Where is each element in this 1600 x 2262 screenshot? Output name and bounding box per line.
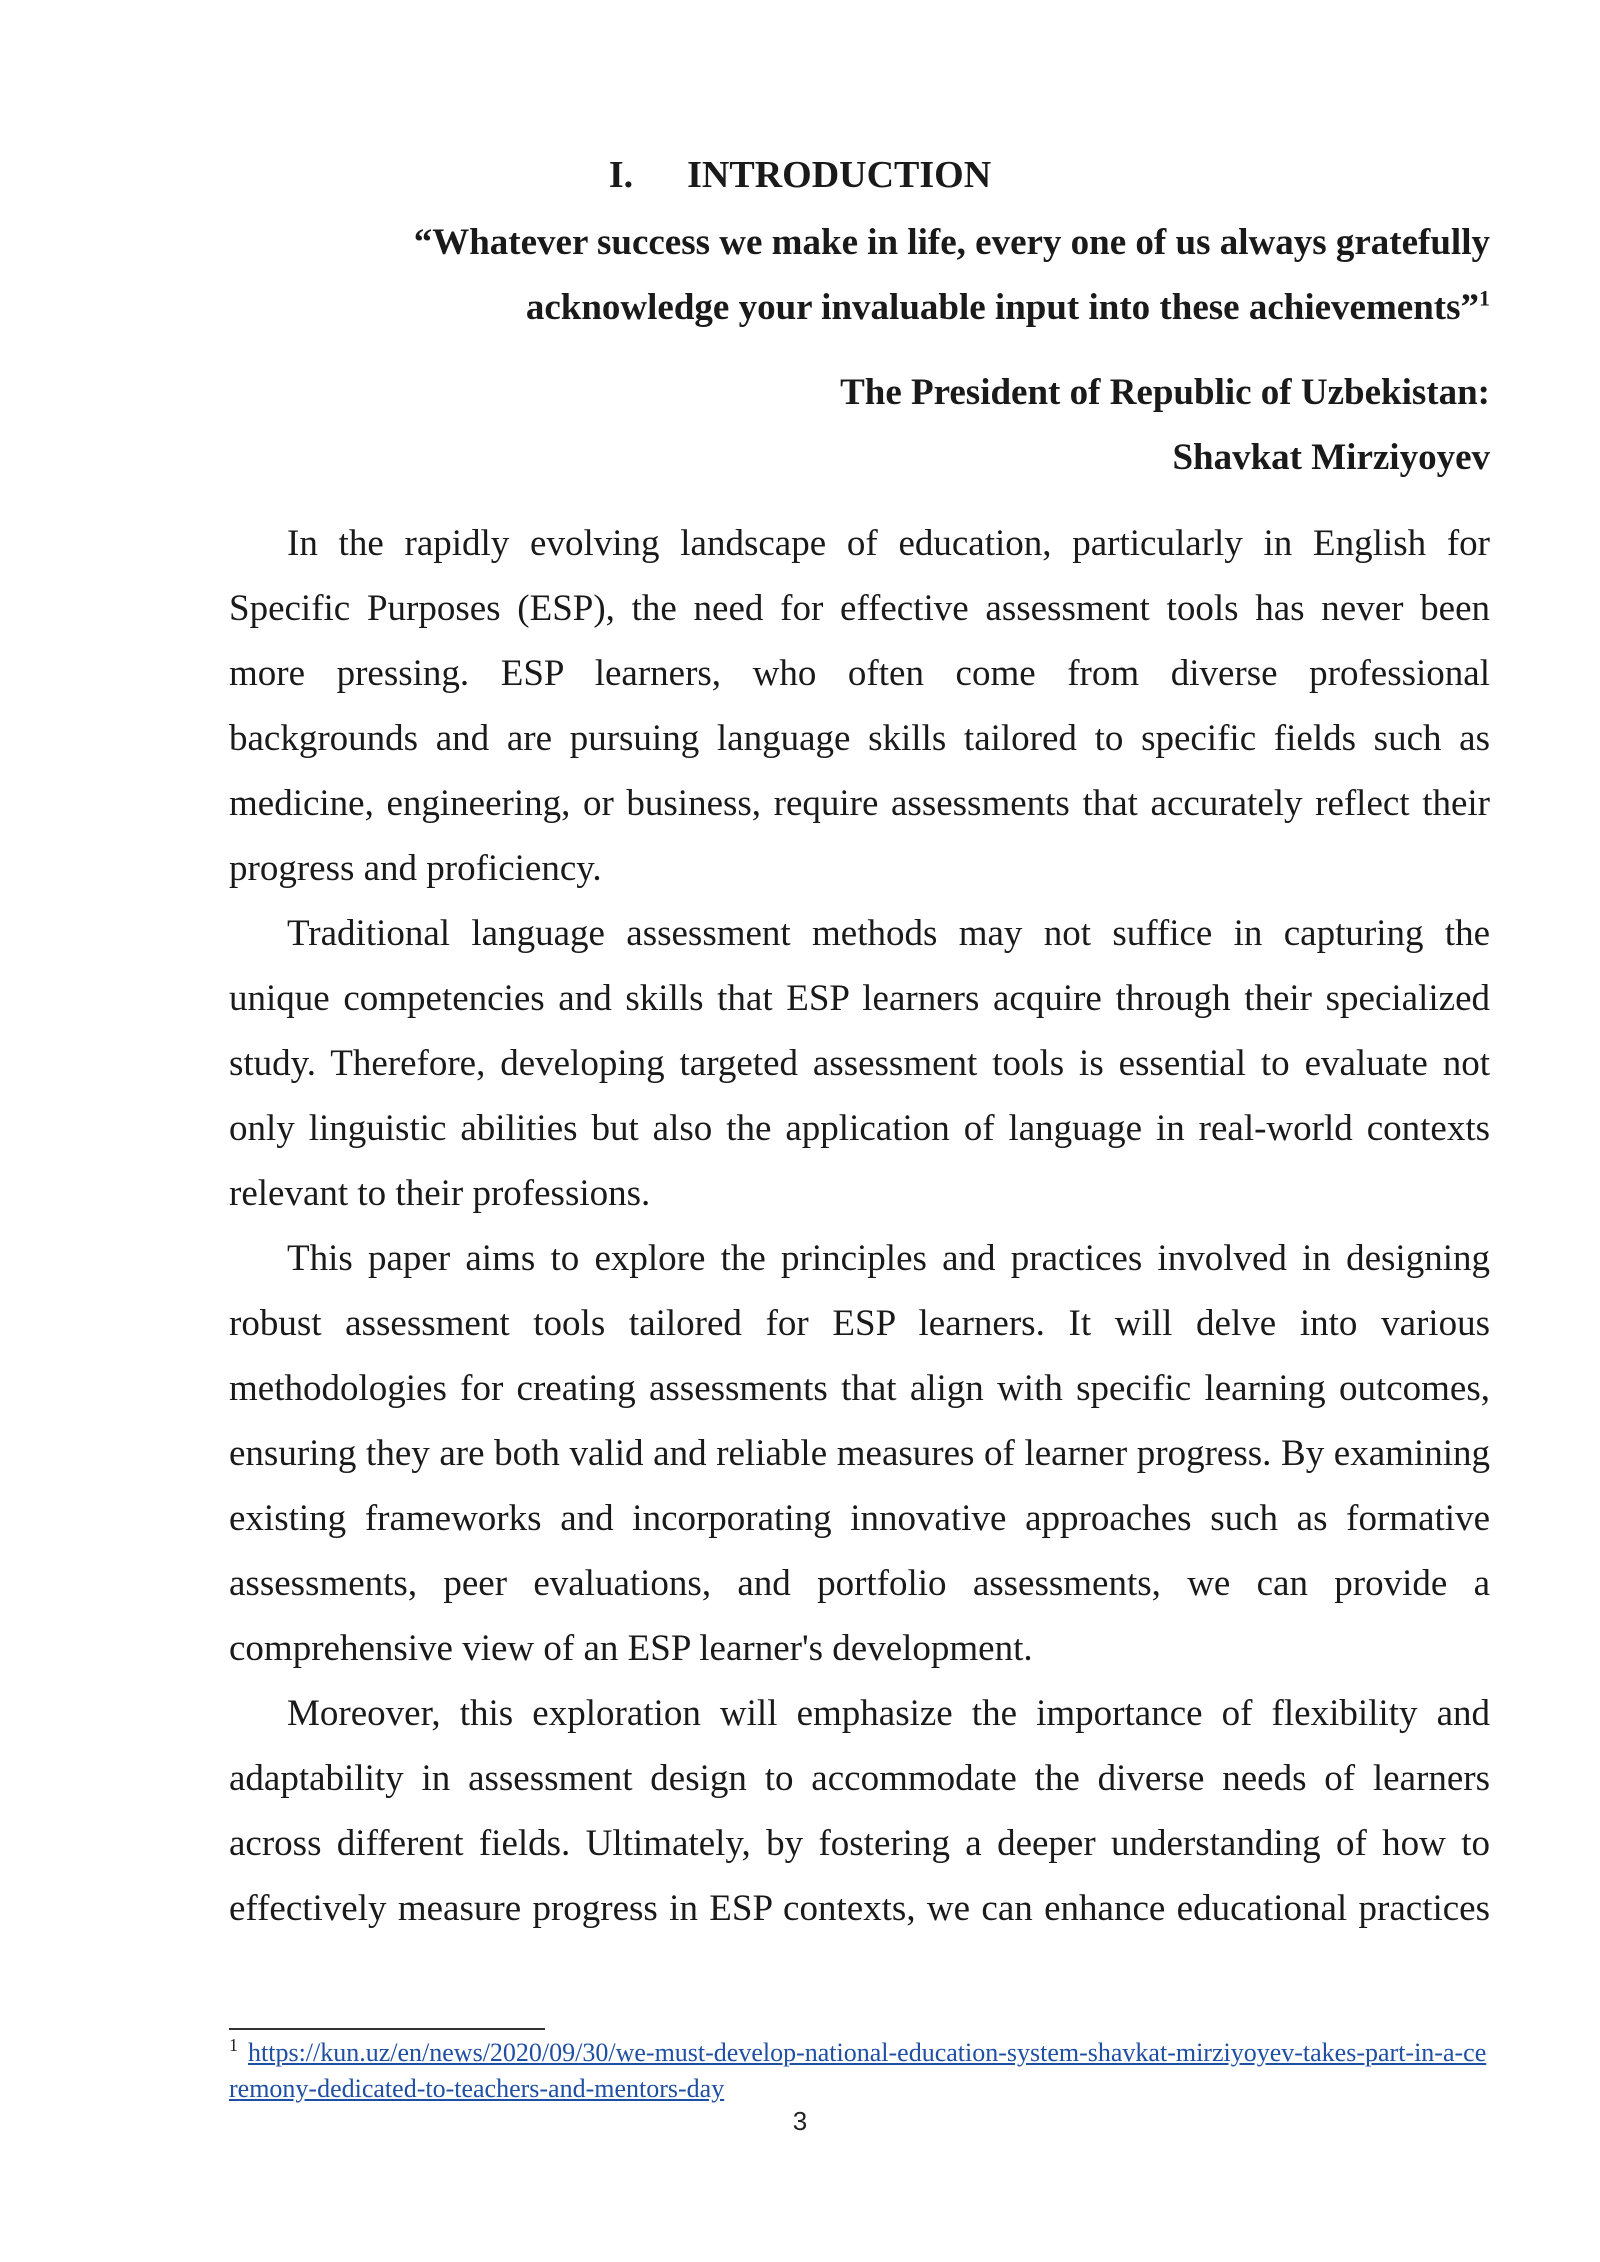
section-title: INTRODUCTION (687, 154, 992, 196)
paragraph-4-line: effectively measure progress in ESP contexts, we can enhance educational practices (229, 1888, 1490, 1929)
paragraph-4-line: across different fields. Ultimately, by fostering a deeper understanding of how to (229, 1823, 1490, 1864)
epigraph-attribution (340, 360, 1490, 490)
paragraph-1-line: progress and proficiency. (229, 848, 602, 889)
paragraph-3-line: robust assessment tools tailored for ESP learners. It will delve into various (229, 1303, 1490, 1344)
paragraph-3-line: This paper aims to explore the principles and practices involved in designing (287, 1238, 1490, 1279)
paragraph-1-line: more pressing. ESP learners, who often come from diverse professional (229, 653, 1490, 694)
paragraph-2-line: study. Therefore, developing targeted assessment tools is essential to evaluate not (229, 1043, 1490, 1084)
paragraph-1-line: backgrounds and are pursuing language skills tailored to specific fields such as (229, 718, 1490, 759)
paragraph-2-line: unique competencies and skills that ESP learners acquire through their specialized (229, 978, 1490, 1019)
footnote-mark: 1 (229, 2035, 238, 2055)
paragraph-4-line: Moreover, this exploration will emphasize the importance of flexibility and (287, 1693, 1490, 1734)
paragraph-2-line: only linguistic abilities but also the application of language in real-world contexts (229, 1108, 1490, 1149)
paragraph-3-line: assessments, peer evaluations, and portfolio assessments, we can provide a (229, 1563, 1490, 1604)
paragraph-1-line: medicine, engineering, or business, require assessments that accurately reflect their (229, 783, 1490, 824)
paragraph-3-line: ensuring they are both valid and reliable measures of learner progress. By examining (229, 1433, 1490, 1474)
paragraph-3-line: existing frameworks and incorporating innovative approaches such as formative (229, 1498, 1490, 1539)
quote-line-1: “Whatever success we make in life, every one of us always gratefully (413, 222, 1490, 263)
epigraph-quote (340, 210, 1490, 340)
paragraph-1-line: Specific Purposes (ESP), the need for effective assessment tools has never been (229, 588, 1490, 629)
quote-line-2-text: acknowledge your invaluable input into these achievements” (525, 287, 1479, 328)
footnote-separator (229, 2028, 545, 2030)
author-name: Shavkat Mirziyoyev (1172, 437, 1490, 478)
section-number: I. (608, 154, 634, 196)
quote-line-2 (340, 275, 1490, 340)
author-title: The President of Republic of Uzbekistan: (840, 372, 1490, 413)
paragraph-4-line: adaptability in assessment design to accommodate the diverse needs of learners (229, 1758, 1490, 1799)
paragraph-3-line: methodologies for creating assessments that align with specific learning outcomes, (229, 1368, 1490, 1409)
footnote-reference[interactable]: 1 (1479, 285, 1490, 311)
paragraph-1-line: In the rapidly evolving landscape of education, particularly in English for (287, 523, 1490, 564)
paragraph-2-line: relevant to their professions. (229, 1173, 651, 1214)
paragraph-3-line: comprehensive view of an ESP learner's development. (229, 1628, 1033, 1669)
footnote (229, 2036, 1491, 2105)
section-heading (0, 150, 1600, 200)
page-number: 3 (792, 2106, 808, 2136)
paragraph-2-line: Traditional language assessment methods may not suffice in capturing the (287, 913, 1490, 954)
footnote-link[interactable]: https://kun.uz/en/news/2020/09/30/we-must-develop-national-education-system-shavkat-mirziyoyev-takes-part-in-a-ceremony-dedicated-to-teachers-and-mentors-day (229, 2038, 1487, 2103)
